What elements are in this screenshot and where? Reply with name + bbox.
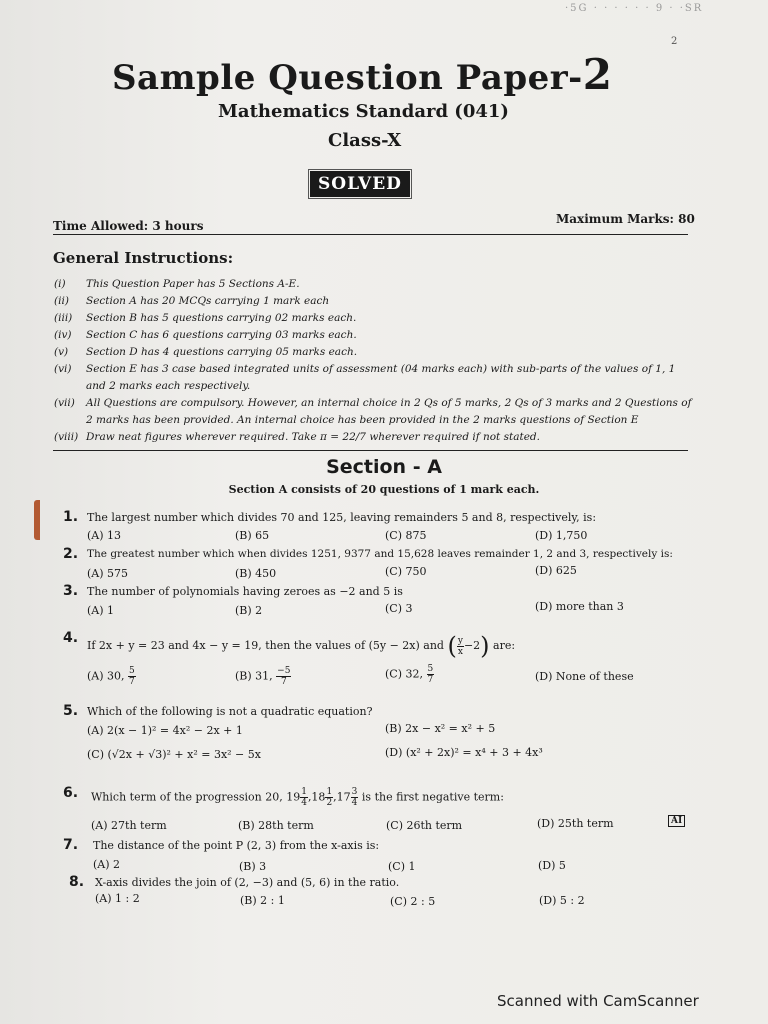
instruction-text: Section A has 20 MCQs carrying 1 mark each <box>86 295 330 307</box>
option-d: (D) 25th term <box>537 817 614 830</box>
numerator: 3 <box>351 787 358 797</box>
option-c: (C) 3 <box>385 602 413 615</box>
numerator: 1 <box>326 787 333 797</box>
option-b: (B) 3 <box>239 860 267 873</box>
instruction-item <box>54 429 694 446</box>
camscanner-watermark: Scanned with CamScanner <box>497 992 699 1010</box>
instruction-text: All Questions are compulsory. However, an internal choice in 2 Qs of 5 marks, 2 Qs of 3 marks and 2 Questions of 2 marks has been provided. An internal choice has been provided in the 2 marks questions of Section E <box>86 397 692 426</box>
instruction-text: This Question Paper has 5 Sections A-E. <box>86 278 300 290</box>
instructions-divider <box>53 450 688 451</box>
option-a: (A) 575 <box>87 567 129 580</box>
question-text: The distance of the point P (2, 3) from the x-axis is: <box>93 839 380 852</box>
instruction-item <box>54 293 694 310</box>
corner-mark: 2 <box>671 36 678 47</box>
question-text: The largest number which divides 70 and 125, leaving remainders 5 and 8, respectively, is: <box>87 511 597 524</box>
paper-number: 2 <box>582 50 613 99</box>
instruction-number: (v) <box>54 346 69 358</box>
instruction-text: Draw neat figures wherever required. Take π = 22/7 wherever required if not stated. <box>86 431 540 443</box>
option-d: (D) None of these <box>535 670 634 683</box>
fraction <box>351 787 359 808</box>
instruction-item <box>54 276 694 293</box>
option-a: (A) 27th term <box>91 819 167 832</box>
question-number: 4. <box>63 630 79 646</box>
general-instructions-heading: General Instructions: <box>53 249 234 267</box>
paren-open: ( <box>447 632 457 660</box>
option-c: (C) 750 <box>385 565 427 578</box>
option-b: (B) 450 <box>235 567 277 580</box>
option-b: (B) 2 : 1 <box>240 894 285 907</box>
option-b: (B) 28th term <box>238 819 314 832</box>
paper-title-text: Sample Question Paper- <box>112 58 583 98</box>
question-text: The number of polynomials having zeroes as −2 and 5 is <box>87 585 403 598</box>
denominator: 4 <box>301 798 307 808</box>
question-number: 6. <box>63 785 79 801</box>
instruction-item <box>54 310 694 327</box>
term-18: ,18 <box>307 790 326 804</box>
minus-two: −2 <box>463 639 481 652</box>
option-d: (D) 1,750 <box>535 529 588 542</box>
instruction-number: (ii) <box>54 295 69 307</box>
instruction-item <box>54 361 694 395</box>
numerator: −5 <box>277 666 291 676</box>
instruction-number: (iv) <box>54 329 72 341</box>
question-number: 5. <box>63 703 79 719</box>
general-instructions-list <box>54 276 694 446</box>
option-a-label: (A) 30, <box>87 669 125 683</box>
denominator: 7 <box>427 675 434 685</box>
numerator: 5 <box>427 664 434 674</box>
header-divider <box>53 234 688 235</box>
option-d: (D) 5 <box>538 859 566 872</box>
question-text: Which of the following is not a quadratic equation? <box>87 705 373 718</box>
numerator: 1 <box>301 787 307 797</box>
option-c: (C) (√2x + √3)² + x² = 3x² − 5x <box>87 748 261 761</box>
option-a: (A) 13 <box>87 529 122 542</box>
question-text <box>87 632 515 660</box>
option-a: (A) 2 <box>93 858 121 871</box>
paper-title <box>112 50 613 99</box>
option-b: (B) 2 <box>235 604 263 617</box>
option-c: (C) 26th term <box>386 819 463 832</box>
maximum-marks: Maximum Marks: 80 <box>556 212 695 226</box>
option-a: (A) 1 <box>87 604 115 617</box>
question-number: 8. <box>69 874 85 890</box>
denominator: 4 <box>351 798 358 808</box>
option-b <box>235 666 291 687</box>
question-number: 3. <box>63 583 79 599</box>
numerator: 5 <box>129 666 135 676</box>
option-d: (D) (x² + 2x)² = x⁴ + 3 + 4x³ <box>385 746 543 759</box>
paper-subtitle: Mathematics Standard (041) <box>218 101 509 122</box>
fraction <box>128 666 136 687</box>
top-edge-marks: ·5G · · · · · · 9 · ·SR <box>565 3 704 14</box>
question-number: 2. <box>63 546 79 562</box>
option-c: (C) 875 <box>385 529 427 542</box>
denominator: 2 <box>326 798 333 808</box>
option-a <box>87 666 136 687</box>
option-d: (D) 625 <box>535 564 577 577</box>
question-text-post: are: <box>493 639 516 652</box>
instruction-text: Section C has 6 questions carrying 03 marks each. <box>86 329 357 341</box>
question-number: 7. <box>63 837 79 853</box>
option-b-label: (B) 31, <box>235 669 273 683</box>
instruction-number: (viii) <box>54 431 79 443</box>
instruction-text: Section E has 3 case based integrated units of assessment (04 marks each) with sub-parts of the values of 1, 1 and 2 marks each respectively. <box>86 363 676 392</box>
denominator: x <box>457 646 463 657</box>
fraction <box>325 787 333 808</box>
denominator: 7 <box>280 677 287 687</box>
option-c: (C) 2 : 5 <box>390 895 436 908</box>
section-title: Section - A <box>326 456 442 478</box>
question-text-pre: If 2x + y = 23 and 4x − y = 19, then the values of (5y − 2x) and <box>87 639 444 652</box>
page-edge-tab <box>34 500 40 540</box>
question-text-pre: Which term of the progression 20, 19 <box>91 790 301 804</box>
fraction <box>300 787 308 808</box>
option-c-label: (C) 32, <box>385 667 423 681</box>
instruction-number: (iii) <box>54 312 73 324</box>
denominator: 7 <box>129 677 135 687</box>
option-b: (B) 2x − x² = x² + 5 <box>385 722 496 735</box>
solved-badge: SOLVED <box>310 171 410 197</box>
instruction-text: Section D has 4 questions carrying 05 marks each. <box>86 346 358 358</box>
ai-badge: AI <box>668 815 685 827</box>
option-a: (A) 2(x − 1)² = 4x² − 2x + 1 <box>87 724 243 737</box>
numerator: y <box>457 635 463 646</box>
option-c: (C) 1 <box>388 860 416 873</box>
question-text <box>91 787 504 808</box>
option-a: (A) 1 : 2 <box>95 892 140 905</box>
class-label: Class-X <box>328 130 402 151</box>
option-d: (D) 5 : 2 <box>539 894 585 907</box>
option-c <box>385 664 434 685</box>
option-b: (B) 65 <box>235 529 270 542</box>
fraction <box>276 666 291 687</box>
option-d: (D) more than 3 <box>535 600 624 613</box>
term-17: ,17 <box>333 790 351 804</box>
instruction-item <box>54 344 694 361</box>
instruction-number: (i) <box>54 278 66 290</box>
section-subtitle: Section A consists of 20 questions of 1 mark each. <box>228 483 540 496</box>
time-allowed: Time Allowed: 3 hours <box>53 219 204 233</box>
fraction <box>457 636 464 657</box>
fraction <box>427 664 435 685</box>
question-text: X-axis divides the join of (2, −3) and (5, 6) in the ratio. <box>95 876 400 889</box>
instruction-item <box>54 327 694 344</box>
question-text-post: is the first negative term: <box>361 790 504 804</box>
instruction-number: (vii) <box>54 397 75 409</box>
instruction-item <box>54 395 694 429</box>
question-number: 1. <box>63 509 79 525</box>
instruction-number: (vi) <box>54 363 72 375</box>
paren-close: ) <box>480 632 490 660</box>
question-text: The greatest number which when divides 1251, 9377 and 15,628 leaves remainder 1, 2 and 3, respectively is: <box>87 548 673 560</box>
instruction-text: Section B has 5 questions carrying 02 marks each. <box>86 312 357 324</box>
